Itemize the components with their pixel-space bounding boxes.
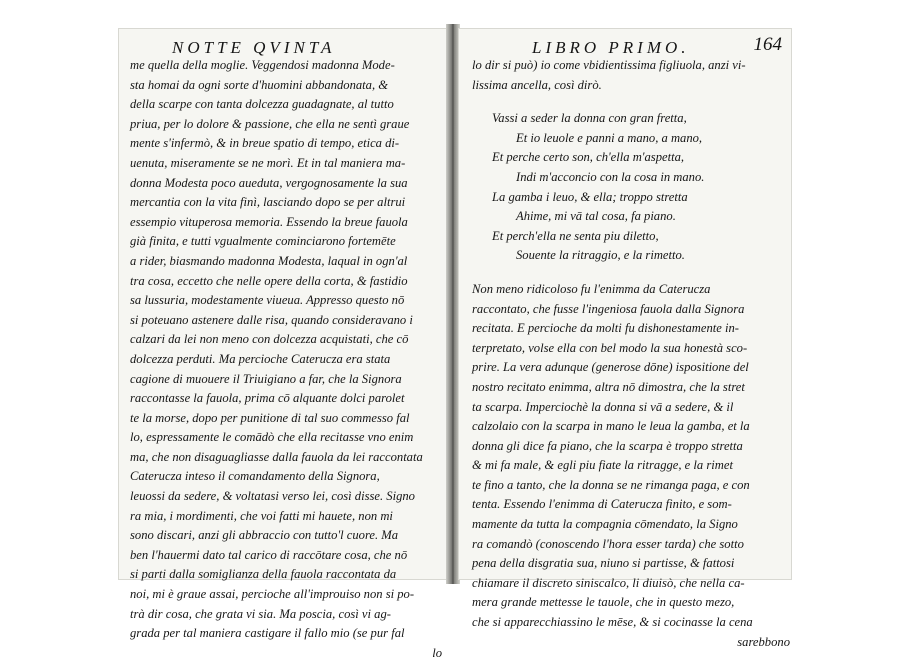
text-line: ta scarpa. Imperciochè la donna si vā a sedere, & il <box>472 399 734 414</box>
text-line: mercantia con la vita finì, lasciando dopo se per altrui <box>130 195 406 210</box>
right-page <box>458 28 792 649</box>
text-line: lo, espressamente le comādò che ella recitasse vno enim <box>130 430 414 445</box>
left-page-header: NOTTE QVINTA <box>172 38 336 57</box>
verse-line: Ahime, mi vā tal cosa, fa piano. <box>516 209 676 224</box>
text-line: essempio vituperosa memoria. Essendo la breue fauola <box>130 214 408 229</box>
text-line: uenuta, miseramente se ne morì. Et in tal maniera ma- <box>130 155 406 170</box>
text-line: tra cosa, eccetto che nelle opere della corta, & fastidio <box>130 273 408 288</box>
text-line: te fino a tanto, che la donna se ne rimanga paga, e con <box>472 477 750 492</box>
catchword: sarebbono <box>737 634 790 649</box>
text-line: Caterucza inteso il comandamento della Signora, <box>130 469 380 484</box>
text-line: Non meno ridicoloso fu l'enimma da Caterucza <box>472 281 711 296</box>
text-line: chiamare il discreto siniscalco, li diuisò, che nella ca- <box>472 575 745 590</box>
text-line: mamente da tutta la compagnia cōmendato, la Signo <box>472 517 738 532</box>
text-line: tenta. Essendo l'enimma di Caterucza finito, e som- <box>472 497 732 512</box>
text-line: già finita, e tutti vgualmente cominciarono fortemēte <box>130 234 396 249</box>
verse-line: Et perch'ella ne senta piu diletto, <box>492 228 659 243</box>
text-line: calzari da lei non meno con dolcezza acquistati, che cō <box>130 332 409 347</box>
text-line: lo dir si può) io come vbidientissima figliuola, anzi vi- <box>472 58 746 72</box>
text-line: pena della disgratia sua, niuno si partisse, & fattosi <box>472 556 735 571</box>
text-line: sa lussuria, modestamente viueua. Appresso questo nō <box>130 293 405 308</box>
catchword: lo <box>432 645 442 660</box>
verse-line: Souente la ritraggio, e la rimetto. <box>516 248 685 263</box>
text-line: te la morse, dopo per punitione di tal suo commesso fal <box>130 410 410 425</box>
text-line: della scarpe con tanta dolcezza guadagnate, al tutto <box>130 97 394 112</box>
text-line: trà dir cosa, che grata vi sia. Ma poscia, così vi ag- <box>130 606 391 621</box>
text-line: dolcezza perduti. Ma percioche Caterucza era stata <box>130 351 391 366</box>
left-page-text <box>130 56 442 663</box>
right-page-header: LIBRO PRIMO. <box>532 38 690 57</box>
text-line: leuossi da sedere, & voltatasi verso lei, così disse. Signo <box>130 489 415 504</box>
text-line: nostro recitato enimma, altra nō dimostra, che la stret <box>472 379 745 394</box>
text-line: donna Modesta poco aueduta, vergognosamente la sua <box>130 175 408 190</box>
text-line: & mi fa male, & egli piu fiate la ritragge, e la rimet <box>472 458 733 473</box>
text-line: noi, mi è graue assai, percioche all'improuiso non si po- <box>130 587 415 602</box>
text-line: ben l'hauermi dato tal carico di raccōtare cosa, che nō <box>130 547 408 562</box>
text-line: calzolaio con la scarpa in mano le leua la gamba, et la <box>472 419 750 434</box>
text-line: ra comandò (conoscendo l'hora esser tarda) che sotto <box>472 536 744 551</box>
text-line: prire. La vera adunque (generose dōne) ispositione del <box>472 360 749 375</box>
text-line: terpretato, volse ella con bel modo la sua honestà sco- <box>472 340 748 355</box>
text-line: recitata. E percioche da molti fu dishonestamente in- <box>472 321 739 336</box>
text-line: cagione di muouere il Triuigiano a far, che la Signora <box>130 371 402 386</box>
text-line: che si apparecchiassino le mēse, & si cocinasse la cena <box>472 615 753 630</box>
text-line: si parti dalla somiglianza della fauola raccontata da <box>130 567 397 582</box>
text-line: raccontato, che fusse l'ingeniosa fauola dalla Signora <box>472 301 745 316</box>
text-line: priua, per lo dolore & passione, che ella ne sentì graue <box>130 116 410 131</box>
left-page <box>118 28 448 660</box>
text-line: me quella della moglie. Veggendosi madonna Mode- <box>130 58 395 72</box>
text-line: lissima ancella, così dirò. <box>472 77 602 92</box>
verse-line: La gamba i leuo, & ella; troppo stretta <box>492 189 688 204</box>
text-line: sono discari, anzi gli abbraccio con tutto'l cuore. Ma <box>130 528 399 543</box>
text-line: ra mia, i mordimenti, che voi fatti mi hauete, non mi <box>130 508 393 523</box>
right-page-text <box>472 56 790 652</box>
text-line: sta homai da ogni sorte d'huomini abbandonata, & <box>130 77 389 92</box>
text-line: donna gli dice fa piano, che la scarpa è troppo stretta <box>472 438 743 453</box>
text-line: mente s'infermò, & in breue spatio di tempo, etica di- <box>130 136 400 151</box>
verse-line: Et perche certo son, ch'ella m'aspetta, <box>492 150 685 165</box>
verse-line: Indi m'acconcio con la cosa in mano. <box>516 169 705 184</box>
verse-line: Et io leuole e panni a mano, a mano, <box>516 130 703 145</box>
text-line: mera grande mettesse le tauole, che in questo mezo, <box>472 595 735 610</box>
text-line: grada per tal maniera castigare il fallo mio (se pur fal <box>130 626 405 641</box>
text-line: ma, che non disaguagliasse dalla fauola da lei raccontata <box>130 449 423 464</box>
text-line: raccontasse la fauola, prima cō alquante dolci parolet <box>130 391 405 406</box>
text-line: si poteuano astenere dalle risa, quando consideravano i <box>130 312 413 327</box>
page-number: 164 <box>753 34 782 55</box>
text-line: a rider, biasmando madonna Modesta, laqual in ogn'al <box>130 253 408 268</box>
verse-line: Vassi a seder la donna con gran fretta, <box>492 111 687 126</box>
